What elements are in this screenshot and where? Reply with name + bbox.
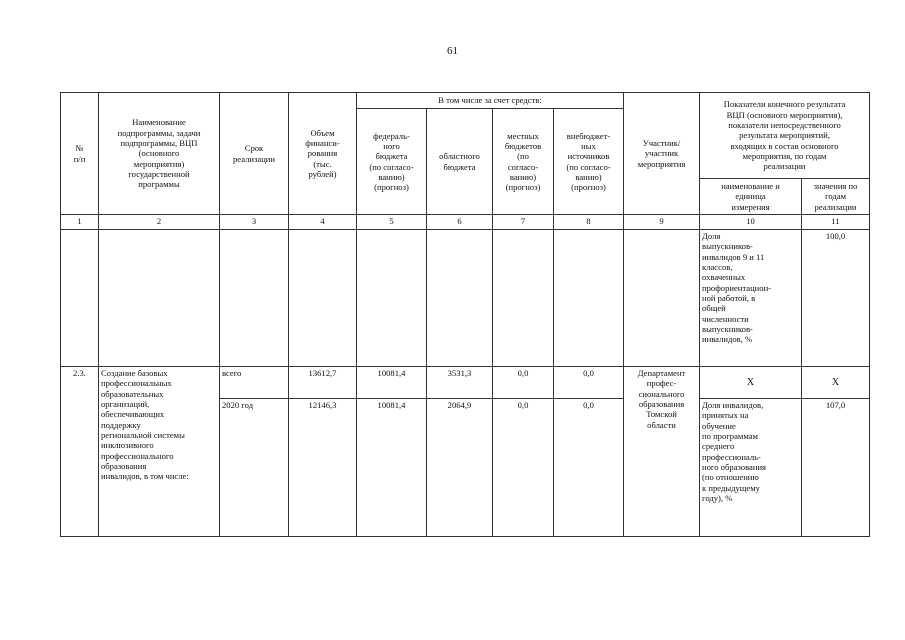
header-indicators-group: Показатели конечного результата ВЦП (основного мероприятия), показатели непосредственного результата мероприятий, входящих в состав основного мероприятия, по годам реализации [700,93,870,179]
header-federal: федераль- ного бюджета (по согласо- ванию) (прогноз) [357,109,427,215]
column-number: 2 [99,215,220,230]
federal-amount: 10081,4 [357,399,427,537]
header-volume: Объем финанси- рования (тыс. рублей) [289,93,357,215]
page-number: 61 [447,45,458,57]
header-participant: Участник/ участник мероприятия [624,93,700,215]
period: 2020 год [220,399,289,537]
header-local: местных бюджетов (по согласо- ванию) (прогноз) [493,109,554,215]
empty-cell [493,230,554,367]
header-extrabudget: внебюджет- ных источников (по согласо- ванию) (прогноз) [554,109,624,215]
extrabudget-amount: 0,0 [554,367,624,399]
header-indicator-value: значения по годам реализации [802,179,870,215]
participant: Департамент профес- сионального образования Томской области [624,367,700,537]
empty-cell [99,230,220,367]
volume: 13612,7 [289,367,357,399]
indicator-value: Х [802,367,870,399]
indicator-name: Доля инвалидов, принятых на обучение по программам среднего профессиональ- ного образования (по отношению к предыдущему году), % [700,399,802,537]
regional-amount: 2064,9 [427,399,493,537]
local-amount: 0,0 [493,399,554,537]
local-amount: 0,0 [493,367,554,399]
header-indicator-name: наименование и единица измерения [700,179,802,215]
extrabudget-amount: 0,0 [554,399,624,537]
volume: 12146,3 [289,399,357,537]
column-number: 9 [624,215,700,230]
column-numbers-row [61,215,870,230]
empty-cell [61,230,99,367]
indicator-name: Доля выпускников- инвалидов 9 и 11 классов, охваченных профориентацион- ной работой, в общей численности выпускников- инвалидов, % [700,230,802,367]
table-row-2-3-total [61,367,870,399]
empty-cell [427,230,493,367]
column-number: 5 [357,215,427,230]
regional-amount: 3531,3 [427,367,493,399]
column-number: 6 [427,215,493,230]
indicator-value: 107,0 [802,399,870,537]
program-table [60,92,870,537]
header-row-1 [61,93,870,109]
column-number: 3 [220,215,289,230]
federal-amount: 10081,4 [357,367,427,399]
header-regional: областного бюджета [427,109,493,215]
item-name: Создание базовых профессиональных образовательных организаций, обеспечивающих поддержку региональной системы инклюзивного профессионального образования инвалидов, в том числе: [99,367,220,537]
period: всего [220,367,289,399]
column-number: 7 [493,215,554,230]
header-number: № п/п [61,93,99,215]
indicator-name: Х [700,367,802,399]
header-funding-group: В том числе за счет средств: [357,93,624,109]
header-name: Наименование подпрограммы, задачи подпрограммы, ВЦП (основного мероприятия) государственной программы [99,93,220,215]
table-row-continued [61,230,870,367]
item-number: 2.3. [61,367,99,537]
empty-cell [624,230,700,367]
empty-cell [220,230,289,367]
empty-cell [289,230,357,367]
indicator-value: 100,0 [802,230,870,367]
column-number: 4 [289,215,357,230]
header-period: Срок реализации [220,93,289,215]
empty-cell [357,230,427,367]
empty-cell [554,230,624,367]
column-number: 11 [802,215,870,230]
column-number: 8 [554,215,624,230]
column-number: 10 [700,215,802,230]
column-number: 1 [61,215,99,230]
